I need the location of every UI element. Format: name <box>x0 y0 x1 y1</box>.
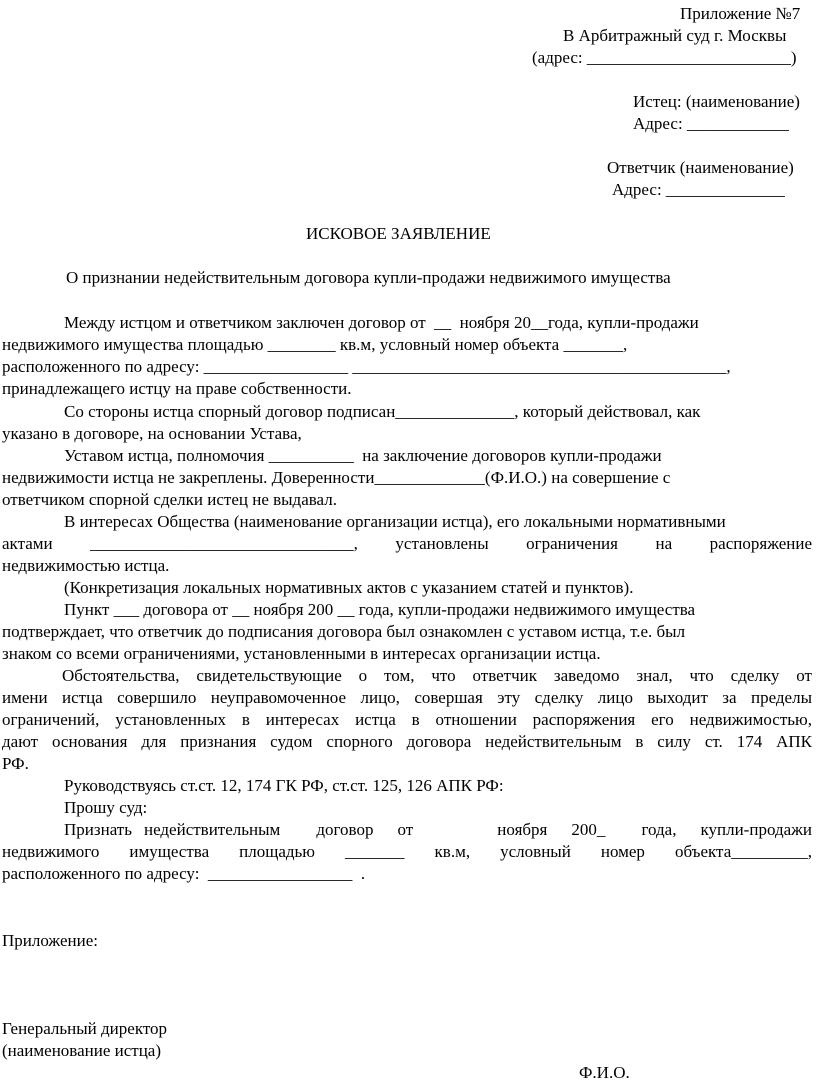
body-line: РФ. <box>2 754 29 773</box>
body-line: указано в договоре, на основании Устава, <box>2 424 302 443</box>
body-line: Обстоятельства, свидетельствующие о том, что ответчик заведомо знал, что сделку от <box>62 666 812 685</box>
plaintiff-address: Адрес: ____________ <box>633 114 789 133</box>
attachment-label: Приложение: <box>2 931 98 950</box>
appendix-number: Приложение №7 <box>680 4 801 23</box>
body-line: ответчиком спорной сделки истец не выдавал. <box>2 490 337 509</box>
body-line: расположенного по адресу: _________________ ____________________________________________, <box>2 357 731 376</box>
document-title: ИСКОВОЕ ЗАЯВЛЕНИЕ <box>306 224 491 243</box>
plaintiff-name: Истец: (наименование) <box>633 92 800 111</box>
body-line: Пункт ___ договора от __ ноября 200 __ года, купли-продажи недвижимого имущества <box>64 600 696 619</box>
body-line: имени истца совершило неуправомоченное лицо, совершая эту сделку лицо выходит за пределы <box>2 688 812 707</box>
body-line: Руководствуясь ст.ст. 12, 174 ГК РФ, ст.ст. 125, 126 АПК РФ: <box>64 776 504 795</box>
body-line: ограничений, установленных в интересах истца в отношении распоряжения его недвижимостью, <box>2 710 812 729</box>
court-name: В Арбитражный суд г. Москвы <box>563 26 787 45</box>
body-line: Признать недействительным договор от ноября 200_ года, купли-продажи <box>64 820 812 839</box>
document-subtitle: О признании недействительным договора купли-продажи недвижимого имущества <box>66 268 671 287</box>
defendant-address: Адрес: ______________ <box>612 180 785 199</box>
signature-name: Ф.И.О. <box>579 1063 630 1082</box>
body-line: недвижимостью истца. <box>2 556 170 575</box>
signature-org: (наименование истца) <box>2 1041 162 1060</box>
body-line: дают основания для признания судом спорного договора недействительным в силу ст. 174 АПК <box>2 732 812 751</box>
body-line: Уставом истца, полномочия __________ на заключение договоров купли-продажи <box>64 446 662 465</box>
body-line: Между истцом и ответчиком заключен договор от __ ноября 20__года, купли-продажи <box>64 313 699 332</box>
body-line: расположенного по адресу: _________________ . <box>2 864 366 883</box>
body-line: знаком со всеми ограничениями, установленными в интересах организации истца. <box>2 644 601 663</box>
body-line: Со стороны истца спорный договор подписан______________, который действовал, как <box>64 402 701 421</box>
body-line: (Конкретизация локальных нормативных актов с указанием статей и пунктов). <box>64 578 634 597</box>
body-line: Прошу суд: <box>64 798 148 817</box>
defendant-name: Ответчик (наименование) <box>607 158 794 177</box>
body-line: недвижимого имущества площадью ________ кв.м, условный номер объекта _______, <box>2 335 628 354</box>
body-line: недвижимости истца не закреплены. Доверенности_____________(Ф.И.О.) на совершение с <box>2 468 671 487</box>
body-line: принадлежащего истцу на праве собственности. <box>2 379 352 398</box>
body-line: актами _______________________________, установлены ограничения на распоряжение <box>2 534 812 553</box>
body-line: В интересах Общества (наименование организации истца), его локальными нормативными <box>64 512 726 531</box>
signature-position: Генеральный директор <box>2 1019 168 1038</box>
body-line: недвижимого имущества площадью _______ кв.м, условный номер объекта_________, <box>2 842 812 861</box>
court-address: (адрес: ________________________) <box>532 48 797 67</box>
body-line: подтверждает, что ответчик до подписания договора был ознакомлен с уставом истца, т.е. был <box>2 622 686 641</box>
